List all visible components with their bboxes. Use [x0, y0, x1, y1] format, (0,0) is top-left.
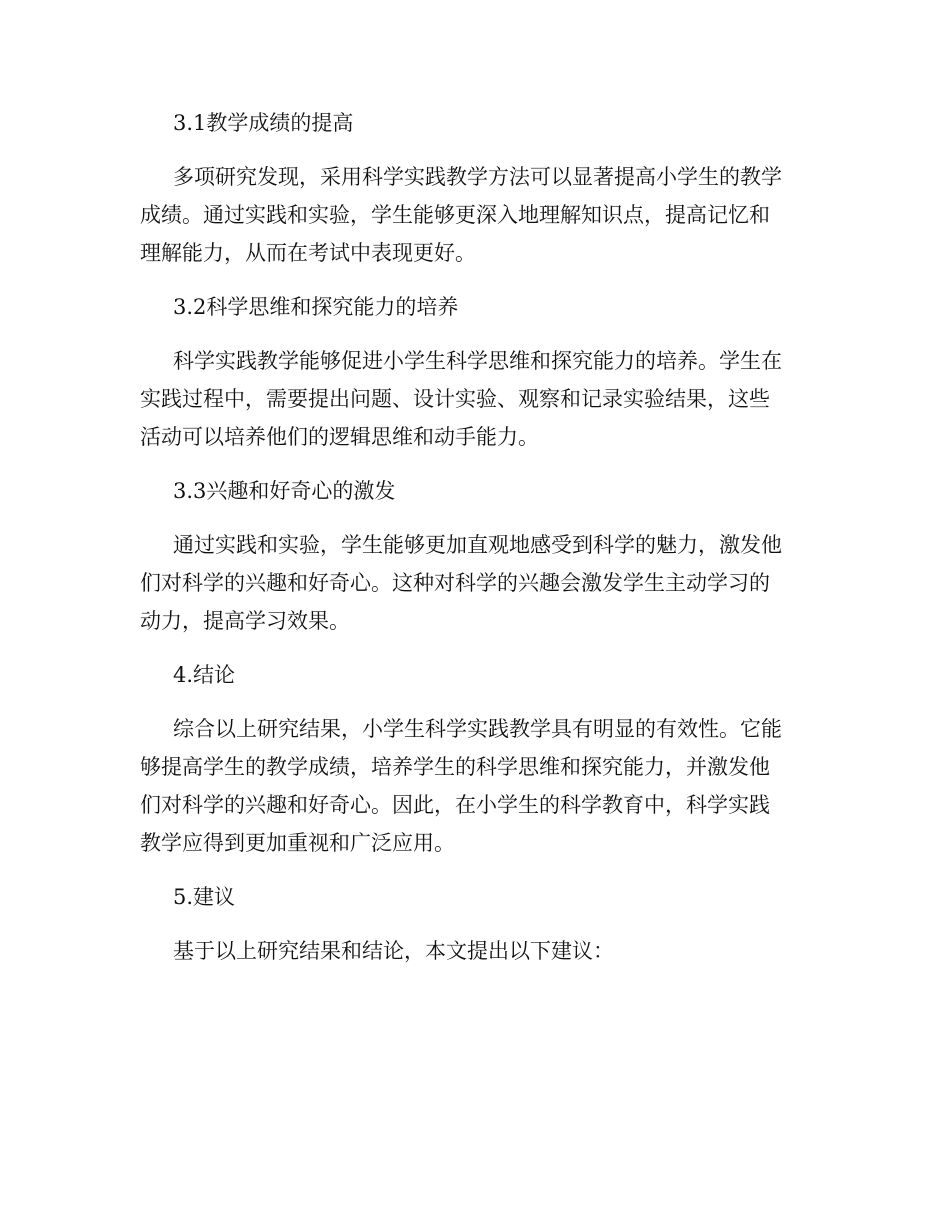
section-heading-3-1: 3.1教学成绩的提高: [173, 111, 354, 135]
paragraph-line: 科学实践教学能够促进小学生科学思维和探究能力的培养。学生在: [173, 349, 782, 373]
section-heading-5: 5.建议: [173, 885, 236, 909]
section-paragraph-4: [140, 710, 808, 862]
document-body: [140, 104, 808, 970]
paragraph-line: 动力，提高学习效果。: [140, 609, 350, 633]
section-heading-4: 4.结论: [173, 663, 236, 687]
section-paragraph-3-2: [140, 342, 808, 456]
paragraph-line: 活动可以培养他们的逻辑思维和动手能力。: [140, 425, 539, 449]
paragraph-line: 理解能力，从而在考试中表现更好。: [140, 241, 476, 265]
paragraph-line: 多项研究发现，采用科学实践教学方法可以显著提高小学生的教学: [173, 165, 782, 189]
section-heading-3-2: 3.2科学思维和探究能力的培养: [173, 295, 459, 319]
paragraph-line: 们对科学的兴趣和好奇心。这种对科学的兴趣会激发学生主动学习的: [140, 571, 770, 595]
paragraph-line: 成绩。通过实践和实验，学生能够更深入地理解知识点，提高记忆和: [140, 203, 770, 227]
paragraph-line: 基于以上研究结果和结论，本文提出以下建议：: [173, 939, 614, 963]
paragraph-line: 们对科学的兴趣和好奇心。因此，在小学生的科学教育中，科学实践: [140, 793, 770, 817]
section-paragraph-3-3: [140, 526, 808, 640]
paragraph-line: 通过实践和实验，学生能够更加直观地感受到科学的魅力，激发他: [173, 533, 782, 557]
section-paragraph-3-1: [140, 158, 808, 272]
section-paragraph-5: [140, 932, 808, 970]
paragraph-line: 教学应得到更加重视和广泛应用。: [140, 831, 455, 855]
section-heading-3-3: 3.3兴趣和好奇心的激发: [173, 479, 396, 503]
paragraph-line: 综合以上研究结果，小学生科学实践教学具有明显的有效性。它能: [173, 717, 782, 741]
paragraph-line: 够提高学生的教学成绩，培养学生的科学思维和探究能力，并激发他: [140, 755, 770, 779]
paragraph-line: 实践过程中，需要提出问题、设计实验、观察和记录实验结果，这些: [140, 387, 770, 411]
